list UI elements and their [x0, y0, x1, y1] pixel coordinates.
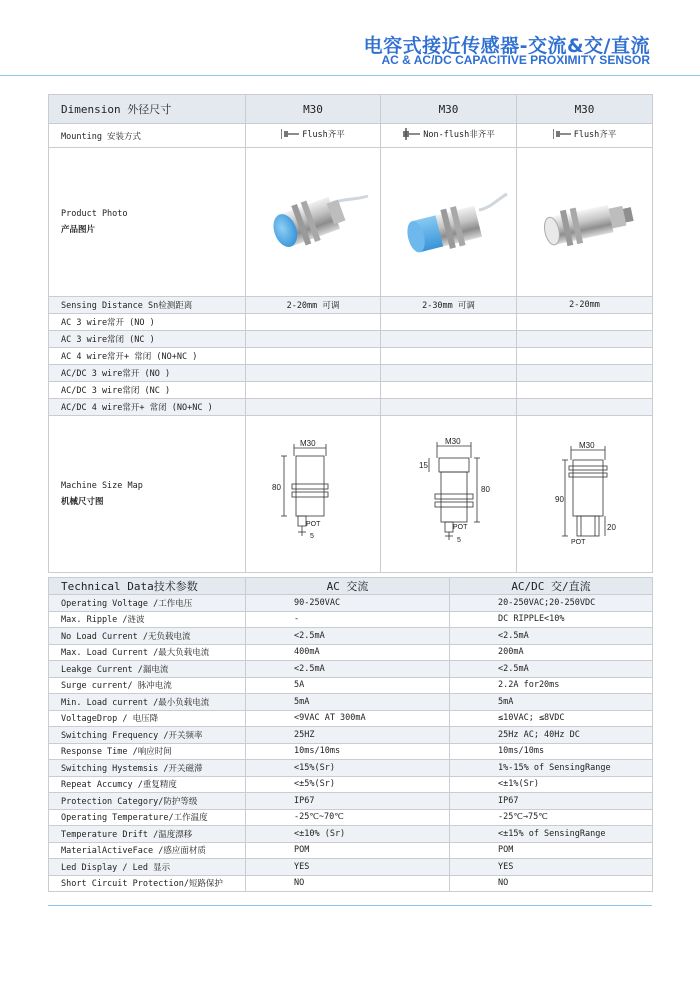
dimension-col-1: M30: [246, 95, 381, 124]
wiring-row: [49, 399, 653, 416]
cable-dia-2: 5: [457, 537, 461, 544]
tech-acdc-value: 1%-15% of SensingRange: [450, 760, 653, 777]
wiring-label: AC 3 wire常闭 (NC ): [49, 331, 246, 348]
tech-body: [49, 595, 653, 892]
tech-row: [49, 727, 653, 744]
tech-acdc-value: DC RIPPLE<10%: [450, 611, 653, 628]
dim-length-1: 80: [272, 483, 281, 492]
wiring-row: [49, 331, 653, 348]
size-map-label: [49, 416, 246, 573]
tech-col-acdc: AC/DC 交/直流: [450, 578, 653, 595]
dimension-drawing-2: [381, 416, 517, 569]
tech-row: [49, 661, 653, 678]
tech-label: Technical Data技术参数: [49, 578, 246, 595]
pot-label-2: POT: [453, 524, 468, 531]
tech-acdc-value: -25℃→75℃: [450, 809, 653, 826]
size-map-label-cn: 机械尺寸图: [61, 497, 104, 507]
tech-row: [49, 677, 653, 694]
tech-acdc-value: <±15% of SensingRange: [450, 826, 653, 843]
tech-acdc-value: ≤10VAC; ≤8VDC: [450, 710, 653, 727]
pot-label-3: POT: [571, 539, 586, 546]
tech-row: [49, 859, 653, 876]
mounting-text-2: Non-flush非齐平: [423, 130, 495, 140]
tech-ac-value: NO: [246, 875, 450, 892]
tech-col-ac: AC 交流: [246, 578, 450, 595]
tech-row: [49, 694, 653, 711]
tech-param-name: VoltageDrop / 电压降: [49, 710, 246, 727]
tech-row: [49, 875, 653, 892]
drawing-cell-2: [381, 416, 517, 573]
tech-param-name: Temperature Drift /温度漂移: [49, 826, 246, 843]
tech-ac-value: IP67: [246, 793, 450, 810]
tech-acdc-value: 10ms/10ms: [450, 743, 653, 760]
tech-param-name: Short Circuit Protection/短路保护: [49, 875, 246, 892]
tech-row: [49, 760, 653, 777]
dim-diameter-1: M30: [300, 439, 316, 448]
sensing-label: Sensing Distance Sn检测距离: [49, 297, 246, 314]
mounting-col-3: [517, 124, 653, 148]
tech-param-name: Switching Frequency /开关频率: [49, 727, 246, 744]
size-map-row: [49, 416, 653, 573]
page-title: 电容式接近传感器-交流&交/直流: [363, 35, 650, 57]
size-map-label-en: Machine Size Map: [61, 481, 143, 491]
wiring-row: [49, 365, 653, 382]
tech-ac-value: <15%(Sr): [246, 760, 450, 777]
tech-param-name: Surge current/ 脉冲电流: [49, 677, 246, 694]
tech-ac-value: -25℃~70℃: [246, 809, 450, 826]
tech-ac-value: <9VAC AT 300mA: [246, 710, 450, 727]
tech-acdc-value: YES: [450, 859, 653, 876]
dim-length-2: 80: [481, 485, 490, 494]
tech-ac-value: 25HZ: [246, 727, 450, 744]
tech-row: [49, 628, 653, 645]
tech-ac-value: 90-250VAC: [246, 595, 450, 612]
tech-ac-value: YES: [246, 859, 450, 876]
tech-acdc-value: <2.5mA: [450, 628, 653, 645]
tech-param-name: MaterialActiveFace /感应面材质: [49, 842, 246, 859]
tech-param-name: Repeat Accumcy /重复精度: [49, 776, 246, 793]
dimension-label: Dimension 外径尺寸: [49, 95, 246, 124]
footer-divider: [48, 905, 652, 906]
tech-acdc-value: <2.5mA: [450, 661, 653, 678]
tech-ac-value: 5A: [246, 677, 450, 694]
tech-acdc-value: 5mA: [450, 694, 653, 711]
tech-param-name: Led Display / Led 显示: [49, 859, 246, 876]
wiring-label: AC 4 wire常开+ 常闭 (NO+NC ): [49, 348, 246, 365]
mounting-label: Mounting 安装方式: [49, 124, 246, 148]
wiring-label: AC/DC 3 wire常开 (NO ): [49, 365, 246, 382]
dimension-drawing-3: [517, 416, 653, 569]
wiring-row: [49, 314, 653, 331]
tech-header-row: [49, 578, 653, 595]
header-divider: [0, 75, 700, 76]
dimension-col-3: M30: [517, 95, 653, 124]
tech-acdc-value: POM: [450, 842, 653, 859]
photo-cell-2: [381, 148, 517, 297]
dimension-col-2: M30: [381, 95, 517, 124]
wiring-label: AC 3 wire常开 (NO ): [49, 314, 246, 331]
tech-param-name: Max. Load Current /最大负载电流: [49, 644, 246, 661]
wiring-label: AC/DC 4 wire常开+ 常闭 (NO+NC ): [49, 399, 246, 416]
tech-param-name: Response Time /响应时间: [49, 743, 246, 760]
wiring-row: [49, 348, 653, 365]
tech-ac-value: <2.5mA: [246, 628, 450, 645]
photo-label-en: Product Photo: [61, 209, 128, 219]
tech-acdc-value: NO: [450, 875, 653, 892]
wiring-label: AC/DC 3 wire常闭 (NC ): [49, 382, 246, 399]
tech-row: [49, 826, 653, 843]
sensor-photo-connector: [517, 148, 653, 293]
cable-dia-1: 5: [310, 533, 314, 540]
tech-row: [49, 595, 653, 612]
photo-cell-3: [517, 148, 653, 297]
tech-data-table: [48, 577, 653, 892]
tech-row: [49, 776, 653, 793]
tech-param-name: Operating Voltage /工作电压: [49, 595, 246, 612]
sensor-photo-flush: [246, 148, 381, 293]
dim-diameter-2: M30: [445, 437, 461, 446]
sensing-col-2: 2-30mm 可调: [381, 297, 517, 314]
tech-ac-value: 400mA: [246, 644, 450, 661]
page-subtitle: AC & AC/DC CAPACITIVE PROXIMITY SENSOR: [381, 53, 650, 67]
drawing-cell-1: [246, 416, 381, 573]
tech-row: [49, 611, 653, 628]
tech-acdc-value: 20-250VAC;20-250VDC: [450, 595, 653, 612]
nonflush-mount-icon: [402, 128, 420, 140]
mounting-text-1: Flush齐平: [302, 130, 345, 140]
tech-ac-value: <±10% (Sr): [246, 826, 450, 843]
drawing-cell-3: [517, 416, 653, 573]
tech-acdc-value: 200mA: [450, 644, 653, 661]
tech-acdc-value: 25Hz AC; 40Hz DC: [450, 727, 653, 744]
tech-ac-value: 5mA: [246, 694, 450, 711]
dim-length-3: 90: [555, 495, 564, 504]
tech-row: [49, 793, 653, 810]
tech-param-name: Leakge Current /漏电流: [49, 661, 246, 678]
tech-param-name: Switching Hystemsis /开关磁滞: [49, 760, 246, 777]
tech-param-name: Max. Ripple /涟波: [49, 611, 246, 628]
tech-param-name: Min. Load current /最小负载电流: [49, 694, 246, 711]
dimension-row: [49, 95, 653, 124]
dim-diameter-3: M30: [579, 441, 595, 450]
photo-label-cn: 产品图片: [61, 225, 96, 235]
sensor-photo-nonflush: [381, 148, 517, 293]
tech-ac-value: -: [246, 611, 450, 628]
tech-row: [49, 644, 653, 661]
pot-label-1: POT: [306, 521, 321, 528]
mounting-text-3: Flush齐平: [573, 130, 617, 140]
tech-row: [49, 743, 653, 760]
photo-row: [49, 148, 653, 297]
tech-ac-value: POM: [246, 842, 450, 859]
tech-param-name: Protection Category/防护等级: [49, 793, 246, 810]
tech-acdc-value: IP67: [450, 793, 653, 810]
sensing-row: [49, 297, 653, 314]
tech-row: [49, 809, 653, 826]
mounting-row: [49, 124, 653, 148]
wiring-row: [49, 382, 653, 399]
tech-ac-value: <2.5mA: [246, 661, 450, 678]
mounting-col-1: [246, 124, 381, 148]
tech-acdc-value: 2.2A for20ms: [450, 677, 653, 694]
mounting-col-2: [381, 124, 517, 148]
dim-extra-3: 20: [607, 523, 616, 532]
tech-ac-value: <±5%(Sr): [246, 776, 450, 793]
flush-mount-icon: [553, 128, 571, 140]
tech-param-name: No Load Current /无负载电流: [49, 628, 246, 645]
sensing-col-1: 2-20mm 可调: [246, 297, 381, 314]
tech-param-name: Operating Temperature/工作温度: [49, 809, 246, 826]
photo-cell-1: [246, 148, 381, 297]
photo-label: [49, 148, 246, 297]
sensing-col-3: 2-20mm: [517, 297, 653, 314]
spec-table: [48, 94, 653, 573]
tech-acdc-value: <±1%(Sr): [450, 776, 653, 793]
tech-row: [49, 842, 653, 859]
dimension-drawing-1: [246, 416, 381, 569]
tech-ac-value: 10ms/10ms: [246, 743, 450, 760]
flush-mount-icon: [281, 128, 299, 140]
dim-extra-2: 15: [419, 461, 428, 470]
tech-row: [49, 710, 653, 727]
